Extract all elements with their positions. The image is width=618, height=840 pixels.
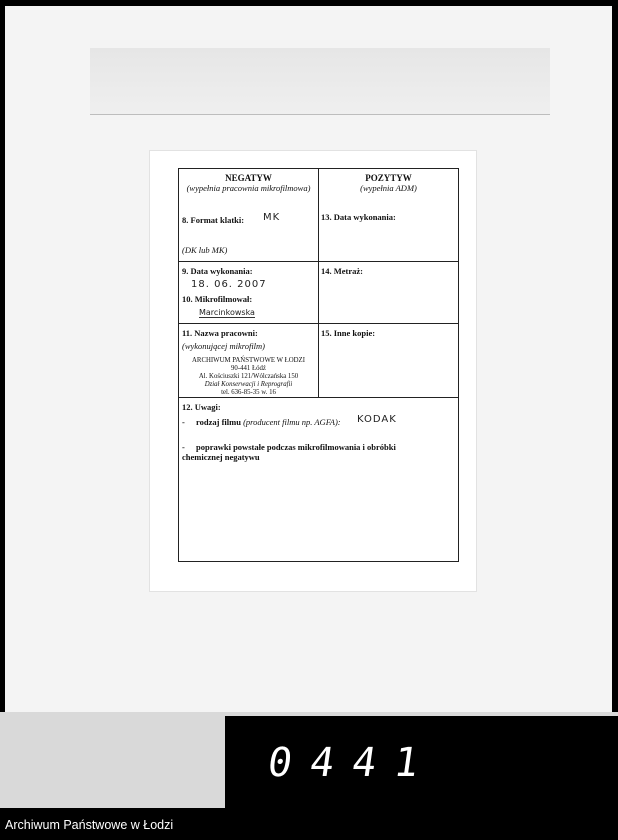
inne-kopie-label: 15. Inne kopie: (321, 328, 376, 338)
negatyw-title: NEGATYW (225, 173, 272, 183)
stamp-line: ARCHIWUM PAŃSTWOWE W ŁODZI (192, 357, 305, 364)
data9-value: 18. 06. 2007 (191, 279, 267, 290)
bullet-dash: - (182, 442, 185, 452)
film-edge-top (0, 0, 618, 6)
format-label: 8. Format klatki: (182, 215, 245, 225)
stamp-line: tel. 636-85-35 w. 16 (221, 389, 276, 396)
row-divider-3 (179, 397, 458, 398)
data9-label: 9. Data wykonania: (182, 266, 253, 276)
nazwa-label: 11. Nazwa pracowni: (182, 328, 258, 338)
uwagi-label: 12. Uwagi: (182, 402, 221, 412)
poprawki-line-2: chemicznej negatywu (182, 452, 260, 462)
rodzaj-hint: (producent filmu np. AGFA): (243, 417, 341, 427)
data13-label: 13. Data wykonania: (321, 212, 396, 222)
frame-number: 0441 (264, 740, 440, 786)
film-edge-right (612, 0, 618, 808)
column-divider (318, 169, 319, 397)
row-divider-1 (179, 261, 458, 262)
footer-archive-name: Archiwum Państwowe w Łodzi (5, 818, 174, 832)
bullet-dash: - (182, 417, 185, 427)
rodzaj-filmu (196, 417, 341, 427)
poprawki-line-1: poprawki powstałe podczas mikrofilmowania i obróbki (196, 442, 396, 452)
negatyw-subtitle: (wypełnia pracownia mikrofilmowa) (186, 183, 311, 193)
rodzaj-label: rodzaj filmu (196, 417, 241, 427)
stamp-line: Al. Kościuszki 121/Wólczańska 150 (198, 373, 299, 380)
rodzaj-value: KODAK (357, 414, 397, 425)
microfilm-form (178, 168, 459, 562)
row-divider-2 (179, 323, 458, 324)
stamp-line: Dział Konserwacji i Reprografii (204, 381, 293, 388)
mikrofilmowal-label: 10. Mikrofilmował: (182, 294, 253, 304)
format-value: MK (263, 212, 281, 223)
nazwa-hint: (wykonującej mikrofilm) (182, 341, 266, 351)
archive-stamp (179, 357, 318, 397)
mikrofilmowal-value: Marcinkowska (199, 308, 255, 317)
film-edge-left (0, 0, 5, 808)
pozytyw-title: POZYTYW (365, 173, 412, 183)
stamp-line: 90-441 Łódź (231, 365, 266, 372)
format-hint: (DK lub MK) (182, 245, 228, 255)
pozytyw-subtitle: (wypełnia ADM) (360, 183, 417, 193)
scan-shadow (90, 48, 550, 115)
metraz-label: 14. Metraż: (321, 266, 364, 276)
